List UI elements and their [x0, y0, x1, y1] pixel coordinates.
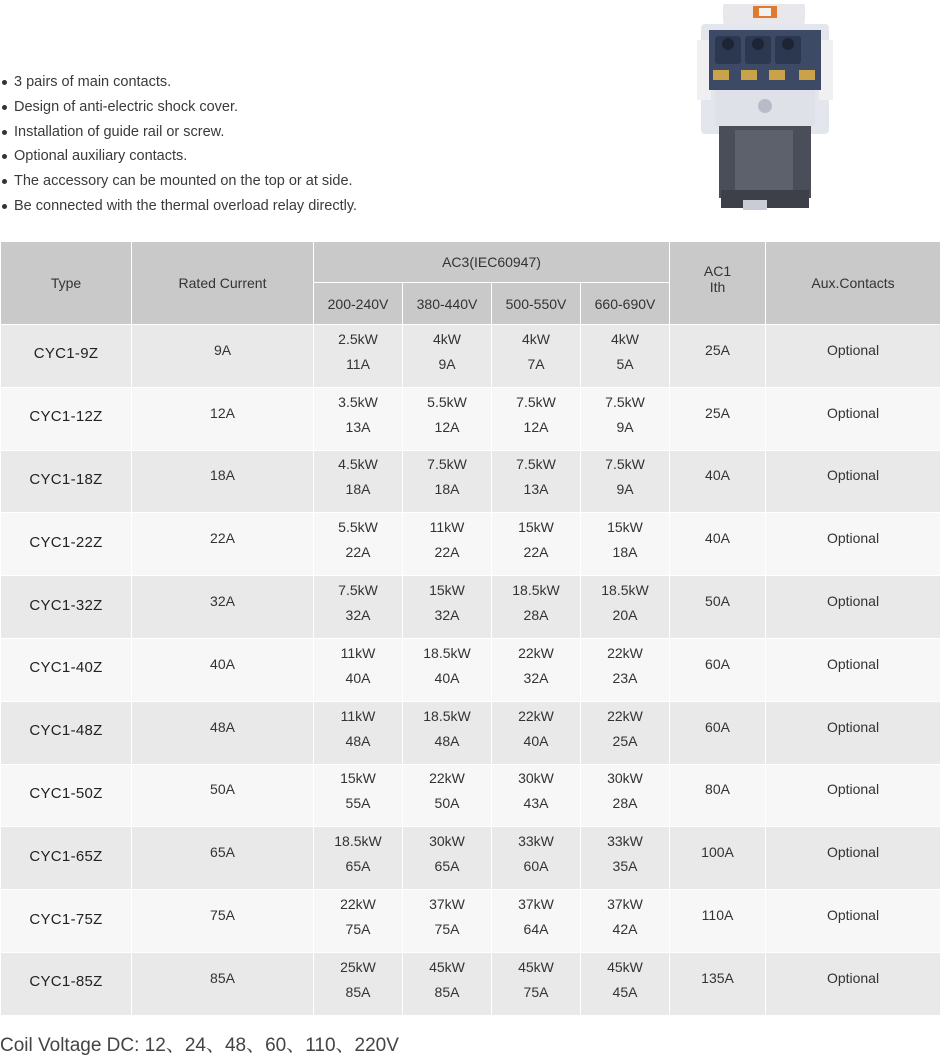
power-current: 28A	[492, 603, 580, 628]
power-kw: 7.5kW	[581, 452, 669, 477]
power-cell	[581, 827, 670, 890]
table-row	[1, 513, 940, 576]
power-cell	[314, 827, 403, 890]
ith-value: 110A	[702, 907, 734, 923]
aux-value: Optional	[827, 719, 879, 735]
header-voltage: 660-690V	[581, 283, 670, 325]
feature-text: Optional auxiliary contacts.	[14, 148, 187, 164]
power-cell	[581, 952, 670, 1015]
power-current: 9A	[581, 477, 669, 502]
feature-list	[0, 70, 357, 219]
power-kw: 45kW	[581, 955, 669, 980]
type-value: CYC1-50Z	[29, 785, 102, 802]
ith-value: 100A	[701, 844, 734, 860]
feature-text: Be connected with the thermal overload relay directly.	[14, 198, 357, 214]
power-cell	[314, 701, 403, 764]
ith-cell	[670, 701, 766, 764]
feature-item	[0, 194, 357, 219]
ith-value: 80A	[705, 781, 730, 797]
rated-current-cell	[132, 513, 314, 576]
type-cell	[1, 450, 132, 513]
power-cell	[403, 764, 492, 827]
ith-value: 40A	[705, 467, 730, 483]
ith-cell	[670, 764, 766, 827]
power-current: 5A	[581, 352, 669, 377]
ith-value: 135A	[701, 970, 734, 986]
power-cell	[403, 952, 492, 1015]
aux-cell	[766, 890, 940, 953]
power-kw: 4.5kW	[314, 452, 402, 477]
power-current: 43A	[492, 791, 580, 816]
power-cell	[314, 513, 403, 576]
power-current: 23A	[581, 666, 669, 691]
power-current: 11A	[314, 352, 402, 377]
bullet-icon	[2, 204, 7, 209]
rated-current-cell	[132, 952, 314, 1015]
power-kw: 4kW	[581, 327, 669, 352]
power-kw: 30kW	[403, 829, 491, 854]
power-cell	[492, 387, 581, 450]
header-ac1	[670, 242, 766, 325]
power-cell	[314, 890, 403, 953]
power-cell	[403, 450, 492, 513]
power-kw: 11kW	[314, 641, 402, 666]
power-kw: 3.5kW	[314, 390, 402, 415]
type-cell	[1, 325, 132, 388]
aux-value: Optional	[827, 467, 879, 483]
aux-value: Optional	[827, 970, 879, 986]
ith-cell	[670, 576, 766, 639]
feature-text: Installation of guide rail or screw.	[14, 124, 224, 140]
power-current: 65A	[314, 854, 402, 879]
power-cell	[581, 387, 670, 450]
power-current: 32A	[403, 603, 491, 628]
power-kw: 22kW	[492, 641, 580, 666]
power-cell	[314, 638, 403, 701]
header-voltage: 200-240V	[314, 283, 403, 325]
table-row	[1, 638, 940, 701]
power-current: 75A	[492, 980, 580, 1005]
feature-item	[0, 120, 357, 145]
power-kw: 45kW	[492, 955, 580, 980]
power-current: 75A	[314, 917, 402, 942]
rated-current-value: 22A	[210, 530, 235, 546]
type-cell	[1, 701, 132, 764]
table-row	[1, 764, 940, 827]
power-current: 18A	[314, 477, 402, 502]
aux-value: Optional	[827, 342, 879, 358]
aux-cell	[766, 325, 940, 388]
rated-current-value: 50A	[210, 781, 235, 797]
power-current: 85A	[403, 980, 491, 1005]
power-cell	[314, 325, 403, 388]
power-current: 32A	[492, 666, 580, 691]
bullet-icon	[2, 130, 7, 135]
rated-current-cell	[132, 890, 314, 953]
ith-value: 25A	[705, 342, 730, 358]
power-kw: 4kW	[492, 327, 580, 352]
power-kw: 5.5kW	[403, 390, 491, 415]
header-ac1-line1: AC1	[670, 263, 765, 279]
ith-cell	[670, 890, 766, 953]
power-kw: 25kW	[314, 955, 402, 980]
power-cell	[403, 325, 492, 388]
feature-item	[0, 95, 357, 120]
feature-item	[0, 144, 357, 169]
type-value: CYC1-85Z	[29, 973, 102, 990]
table-row	[1, 576, 940, 639]
table-row	[1, 387, 940, 450]
power-cell	[403, 827, 492, 890]
type-cell	[1, 890, 132, 953]
spec-table-body	[1, 325, 940, 1016]
power-cell	[581, 450, 670, 513]
rated-current-value: 40A	[210, 656, 235, 672]
power-cell	[403, 638, 492, 701]
feature-text: Design of anti-electric shock cover.	[14, 99, 238, 115]
power-cell	[492, 890, 581, 953]
power-kw: 37kW	[581, 892, 669, 917]
power-kw: 22kW	[581, 704, 669, 729]
type-cell	[1, 764, 132, 827]
power-kw: 11kW	[314, 704, 402, 729]
power-kw: 7.5kW	[492, 452, 580, 477]
power-current: 64A	[492, 917, 580, 942]
power-current: 12A	[403, 415, 491, 440]
power-kw: 2.5kW	[314, 327, 402, 352]
rated-current-value: 85A	[210, 970, 235, 986]
table-row	[1, 952, 940, 1015]
table-row	[1, 827, 940, 890]
power-cell	[581, 890, 670, 953]
power-cell	[492, 325, 581, 388]
rated-current-cell	[132, 701, 314, 764]
aux-value: Optional	[827, 656, 879, 672]
power-current: 75A	[403, 917, 491, 942]
power-current: 60A	[492, 854, 580, 879]
feature-item	[0, 169, 357, 194]
power-cell	[581, 325, 670, 388]
power-kw: 22kW	[492, 704, 580, 729]
type-value: CYC1-18Z	[29, 471, 102, 488]
header-voltage: 380-440V	[403, 283, 492, 325]
power-current: 42A	[581, 917, 669, 942]
power-kw: 22kW	[403, 766, 491, 791]
power-current: 12A	[492, 415, 580, 440]
bullet-icon	[2, 105, 7, 110]
power-cell	[403, 701, 492, 764]
power-cell	[492, 764, 581, 827]
power-cell	[314, 952, 403, 1015]
rated-current-value: 65A	[210, 844, 235, 860]
aux-cell	[766, 576, 940, 639]
aux-value: Optional	[827, 844, 879, 860]
power-current: 25A	[581, 729, 669, 754]
power-cell	[581, 638, 670, 701]
table-row	[1, 701, 940, 764]
power-current: 13A	[492, 477, 580, 502]
power-current: 45A	[581, 980, 669, 1005]
type-cell	[1, 952, 132, 1015]
aux-cell	[766, 513, 940, 576]
ith-cell	[670, 387, 766, 450]
ith-cell	[670, 450, 766, 513]
power-cell	[581, 513, 670, 576]
power-kw: 33kW	[492, 829, 580, 854]
power-current: 9A	[581, 415, 669, 440]
power-kw: 15kW	[581, 515, 669, 540]
power-kw: 22kW	[314, 892, 402, 917]
power-kw: 37kW	[492, 892, 580, 917]
power-cell	[314, 387, 403, 450]
feature-text: 3 pairs of main contacts.	[14, 74, 171, 90]
type-cell	[1, 638, 132, 701]
ith-value: 25A	[705, 405, 730, 421]
type-value: CYC1-40Z	[29, 659, 102, 676]
power-kw: 15kW	[403, 578, 491, 603]
power-current: 13A	[314, 415, 402, 440]
rated-current-value: 75A	[210, 907, 235, 923]
power-kw: 15kW	[314, 766, 402, 791]
aux-value: Optional	[827, 530, 879, 546]
ith-cell	[670, 952, 766, 1015]
rated-current-cell	[132, 638, 314, 701]
aux-cell	[766, 952, 940, 1015]
power-cell	[403, 576, 492, 639]
feature-text: The accessory can be mounted on the top or at side.	[14, 173, 353, 189]
power-kw: 30kW	[581, 766, 669, 791]
table-row	[1, 450, 940, 513]
power-current: 48A	[403, 729, 491, 754]
power-current: 50A	[403, 791, 491, 816]
power-current: 20A	[581, 603, 669, 628]
type-value: CYC1-75Z	[29, 911, 102, 928]
power-current: 35A	[581, 854, 669, 879]
type-value: CYC1-22Z	[29, 534, 102, 551]
ith-cell	[670, 513, 766, 576]
bullet-icon	[2, 179, 7, 184]
feature-item	[0, 70, 357, 95]
bullet-icon	[2, 80, 7, 85]
type-cell	[1, 827, 132, 890]
header-ac3: AC3(IEC60947)	[314, 242, 670, 283]
power-current: 40A	[314, 666, 402, 691]
table-row	[1, 325, 940, 388]
power-current: 7A	[492, 352, 580, 377]
power-kw: 7.5kW	[581, 390, 669, 415]
power-kw: 7.5kW	[314, 578, 402, 603]
aux-cell	[766, 701, 940, 764]
rated-current-value: 32A	[210, 593, 235, 609]
power-cell	[403, 890, 492, 953]
type-value: CYC1-48Z	[29, 722, 102, 739]
rated-current-cell	[132, 450, 314, 513]
rated-current-value: 48A	[210, 719, 235, 735]
aux-cell	[766, 450, 940, 513]
ith-value: 50A	[705, 593, 730, 609]
ith-cell	[670, 638, 766, 701]
rated-current-cell	[132, 764, 314, 827]
header-type: Type	[1, 242, 132, 325]
table-row	[1, 890, 940, 953]
rated-current-cell	[132, 827, 314, 890]
power-cell	[492, 450, 581, 513]
power-kw: 7.5kW	[492, 390, 580, 415]
power-current: 40A	[492, 729, 580, 754]
type-cell	[1, 576, 132, 639]
power-kw: 18.5kW	[492, 578, 580, 603]
power-current: 22A	[403, 540, 491, 565]
power-kw: 33kW	[581, 829, 669, 854]
power-kw: 4kW	[403, 327, 491, 352]
power-kw: 11kW	[403, 515, 491, 540]
power-current: 48A	[314, 729, 402, 754]
power-kw: 22kW	[581, 641, 669, 666]
aux-value: Optional	[827, 593, 879, 609]
header-aux-contacts: Aux.Contacts	[766, 242, 940, 325]
power-cell	[314, 576, 403, 639]
power-kw: 18.5kW	[403, 641, 491, 666]
power-kw: 5.5kW	[314, 515, 402, 540]
power-cell	[581, 701, 670, 764]
coil-voltage-note: Coil Voltage DC: 12、24、48、60、110、220V	[0, 1030, 399, 1057]
type-value: CYC1-32Z	[29, 597, 102, 614]
type-value: CYC1-65Z	[29, 848, 102, 865]
power-cell	[403, 513, 492, 576]
header-voltage: 500-550V	[492, 283, 581, 325]
type-cell	[1, 513, 132, 576]
power-current: 18A	[403, 477, 491, 502]
power-kw: 18.5kW	[403, 704, 491, 729]
power-cell	[581, 576, 670, 639]
aux-value: Optional	[827, 781, 879, 797]
header-ac1-line2: Ith	[670, 279, 765, 295]
aux-cell	[766, 827, 940, 890]
power-cell	[314, 764, 403, 827]
power-current: 9A	[403, 352, 491, 377]
rated-current-cell	[132, 387, 314, 450]
power-cell	[492, 638, 581, 701]
rated-current-value: 18A	[210, 467, 235, 483]
bullet-icon	[2, 154, 7, 159]
power-cell	[492, 952, 581, 1015]
power-current: 32A	[314, 603, 402, 628]
type-cell	[1, 387, 132, 450]
rated-current-cell	[132, 325, 314, 388]
power-current: 18A	[581, 540, 669, 565]
power-current: 65A	[403, 854, 491, 879]
power-kw: 15kW	[492, 515, 580, 540]
power-current: 28A	[581, 791, 669, 816]
contactor-product-image	[695, 0, 835, 215]
aux-value: Optional	[827, 405, 879, 421]
power-current: 22A	[492, 540, 580, 565]
type-value: CYC1-9Z	[34, 345, 99, 362]
power-cell	[492, 576, 581, 639]
power-kw: 30kW	[492, 766, 580, 791]
type-value: CYC1-12Z	[29, 408, 102, 425]
aux-cell	[766, 638, 940, 701]
power-kw: 18.5kW	[581, 578, 669, 603]
power-cell	[314, 450, 403, 513]
aux-cell	[766, 387, 940, 450]
ith-value: 60A	[705, 719, 730, 735]
power-cell	[403, 387, 492, 450]
power-cell	[492, 827, 581, 890]
ith-value: 60A	[705, 656, 730, 672]
power-current: 22A	[314, 540, 402, 565]
rated-current-value: 12A	[210, 405, 235, 421]
ith-value: 40A	[705, 530, 730, 546]
power-current: 55A	[314, 791, 402, 816]
power-kw: 7.5kW	[403, 452, 491, 477]
ith-cell	[670, 827, 766, 890]
header-rated-current: Rated Current	[132, 242, 314, 325]
power-kw: 45kW	[403, 955, 491, 980]
power-cell	[492, 513, 581, 576]
power-kw: 37kW	[403, 892, 491, 917]
power-cell	[581, 764, 670, 827]
power-cell	[492, 701, 581, 764]
power-kw: 18.5kW	[314, 829, 402, 854]
power-current: 85A	[314, 980, 402, 1005]
rated-current-value: 9A	[214, 342, 231, 358]
power-current: 40A	[403, 666, 491, 691]
spec-table	[0, 241, 940, 1016]
rated-current-cell	[132, 576, 314, 639]
aux-cell	[766, 764, 940, 827]
ith-cell	[670, 325, 766, 388]
aux-value: Optional	[827, 907, 879, 923]
